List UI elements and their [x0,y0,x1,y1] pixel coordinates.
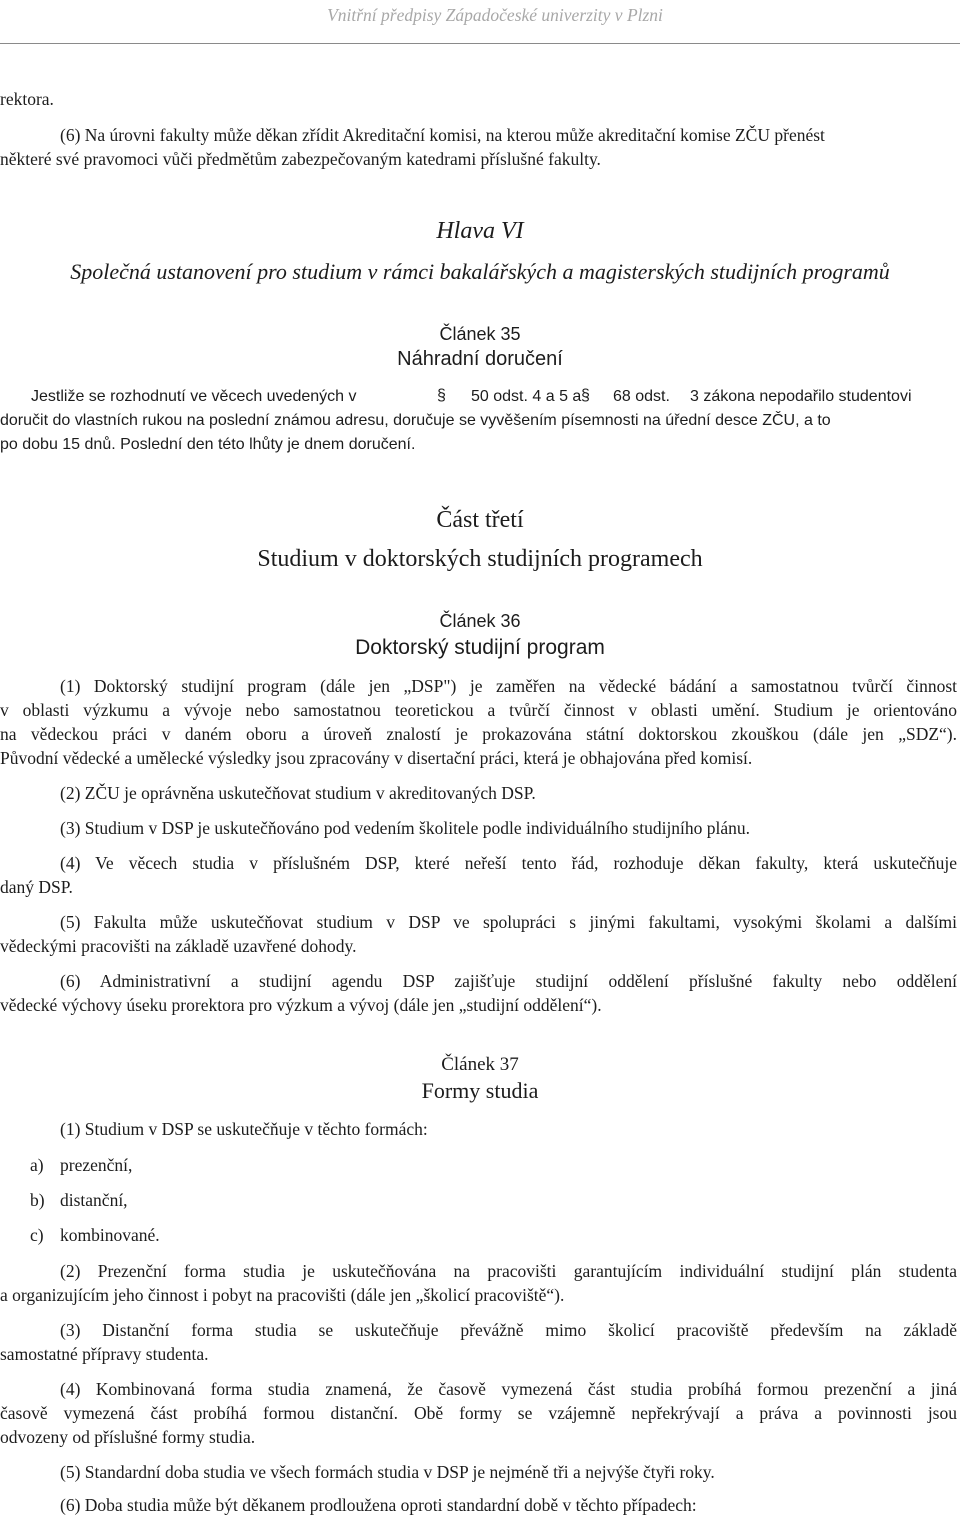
article-36-p5-line-2: vědeckými pracovišti na základě uzavřené dohody. [0,936,357,956]
part-subtitle: Studium v doktorských studijních programech [257,546,703,572]
article-37-number: Článek 37 [441,1054,519,1075]
article-37-p6: (6) Doba studia může být děkanem prodloužena oproti standardní době v těchto případech: [60,1495,697,1515]
article-37-p3-line-1: (3) Distanční forma studia se uskutečňuje převážně mimo školicí pracoviště především na základě [60,1320,957,1340]
article-37-p4-line-1: (4) Kombinovaná forma studia znamená, že časově vymezená část studia probíhá formou prezenční a jiná [60,1379,957,1399]
article-36-number: Článek 36 [439,611,521,631]
article-35-line-1a: Jestliže se rozhodnutí ve věcech uvedených v [31,388,357,405]
section-sign-icon: § [581,387,590,404]
article-35-title: Náhradní doručení [397,348,563,370]
part-title: Část třetí [436,507,524,533]
article-35-line-1b: 50 odst. 4 a 5 a [471,388,582,405]
list-item-label: a) [30,1155,44,1175]
list-item-text: distanční, [60,1190,128,1210]
article-37-p2-line-2: a organizujícím jeho činnost i pobyt na pracovišti (dále jen „školicí pracoviště“). [0,1285,565,1305]
page-header [0,0,960,44]
article-36-p1-line-4: Původní vědecké a umělecké výsledky jsou zpracovány v disertační práci, která je obhajována před komisí. [0,748,753,768]
article-36-p6-line-2: vědecké výchovy úseku prorektora pro výzkum a vývoj (dále jen „studijní oddělení“). [0,995,602,1015]
article-35-number: Článek 35 [439,324,521,344]
article-35-line-1c: 68 odst. [613,388,670,405]
article-36-p1-line-2: v oblasti výzkumu a vývoje nebo samostatnou teoretickou a tvůrčí činnost v oblasti umění. Studium je orientováno [0,700,957,720]
list-item-text: kombinované. [60,1225,160,1245]
hlava-title: Hlava VI [436,218,524,244]
header-title: Vnitřní předpisy Západočeské univerzity v Plzni [327,5,663,25]
article-36-p6-line-1: (6) Administrativní a studijní agendu DSP zajišťuje studijní oddělení příslušné fakulty nebo oddělení [60,971,957,991]
article-36-p5-line-1: (5) Fakulta může uskutečňovat studium v DSP ve spolupráci s jinými fakultami, vysokými školami a dalšími [60,912,957,932]
hlava-subtitle: Společná ustanovení pro studium v rámci bakalářských a magisterských studijních programů [70,259,890,284]
article-37-p2-line-1: (2) Prezenční forma studia je uskutečňována na pracovišti garantujícím individuální studijní plán studenta [60,1261,957,1281]
article-37-title: Formy studia [421,1078,539,1103]
article-36-p4-line-1: (4) Ve věcech studia v příslušném DSP, které neřeší tento řád, rozhoduje děkan fakulty, která uskutečňuje [60,853,957,873]
article-36-p3: (3) Studium v DSP je uskutečňováno pod vedením školitele podle individuálního studijního plánu. [60,818,751,838]
article-37-p5: (5) Standardní doba studia ve všech formách studia v DSP je nejméně tři a nejvýše čtyři roky. [60,1462,715,1482]
article-37-p4-line-2: časově vymezená část probíhá formou distanční. Obě formy se vzájemně nepřekrývají a práva a povinnosti jsou [0,1403,957,1423]
article-37-p4-line-3: odvozeny od příslušné formy studia. [0,1427,256,1447]
intro-line-1: rektora. [0,89,54,109]
article-36-title: Doktorský studijní program [355,636,605,659]
section-sign-icon: § [437,387,446,404]
article-35-line-1d: 3 zákona nepodařilo studentovi [690,388,912,405]
list-item-label: b) [30,1190,45,1210]
intro-line-2: (6) Na úrovni fakulty může děkan zřídit Akreditační komisi, na kterou může akreditační komise ZČU přenést [60,125,825,145]
list-item-text: prezenční, [60,1155,133,1175]
article-36-p2: (2) ZČU je oprávněna uskutečňovat studium v akreditovaných DSP. [60,783,536,803]
list-item-label: c) [30,1225,44,1245]
article-37-p3-line-2: samostatné přípravy studenta. [0,1344,209,1364]
article-36-p1-line-3: na vědeckou práci v daném oboru a úroveň znalostí je prokazována státní doktorskou zkouškou (dále jen „SDZ“). [0,724,957,744]
article-36-p1-line-1: (1) Doktorský studijní program (dále jen „DSP") je zaměřen na vědecké bádání a samostatnou tvůrčí činnost [60,676,957,696]
article-36-p4-line-2: daný DSP. [0,877,73,897]
article-35-line-3: po dobu 15 dnů. Poslední den této lhůty je dnem doručení. [0,436,416,453]
intro-line-3: některé své pravomoci vůči předmětům zabezpečovaným katedrami příslušné fakulty. [0,149,601,169]
article-35-line-2: doručit do vlastních rukou na poslední známou adresu, doručuje se vyvěšením písemnosti na úřední desce ZČU, a to [0,412,831,429]
article-37-p1: (1) Studium v DSP se uskutečňuje v těchto formách: [60,1119,428,1139]
